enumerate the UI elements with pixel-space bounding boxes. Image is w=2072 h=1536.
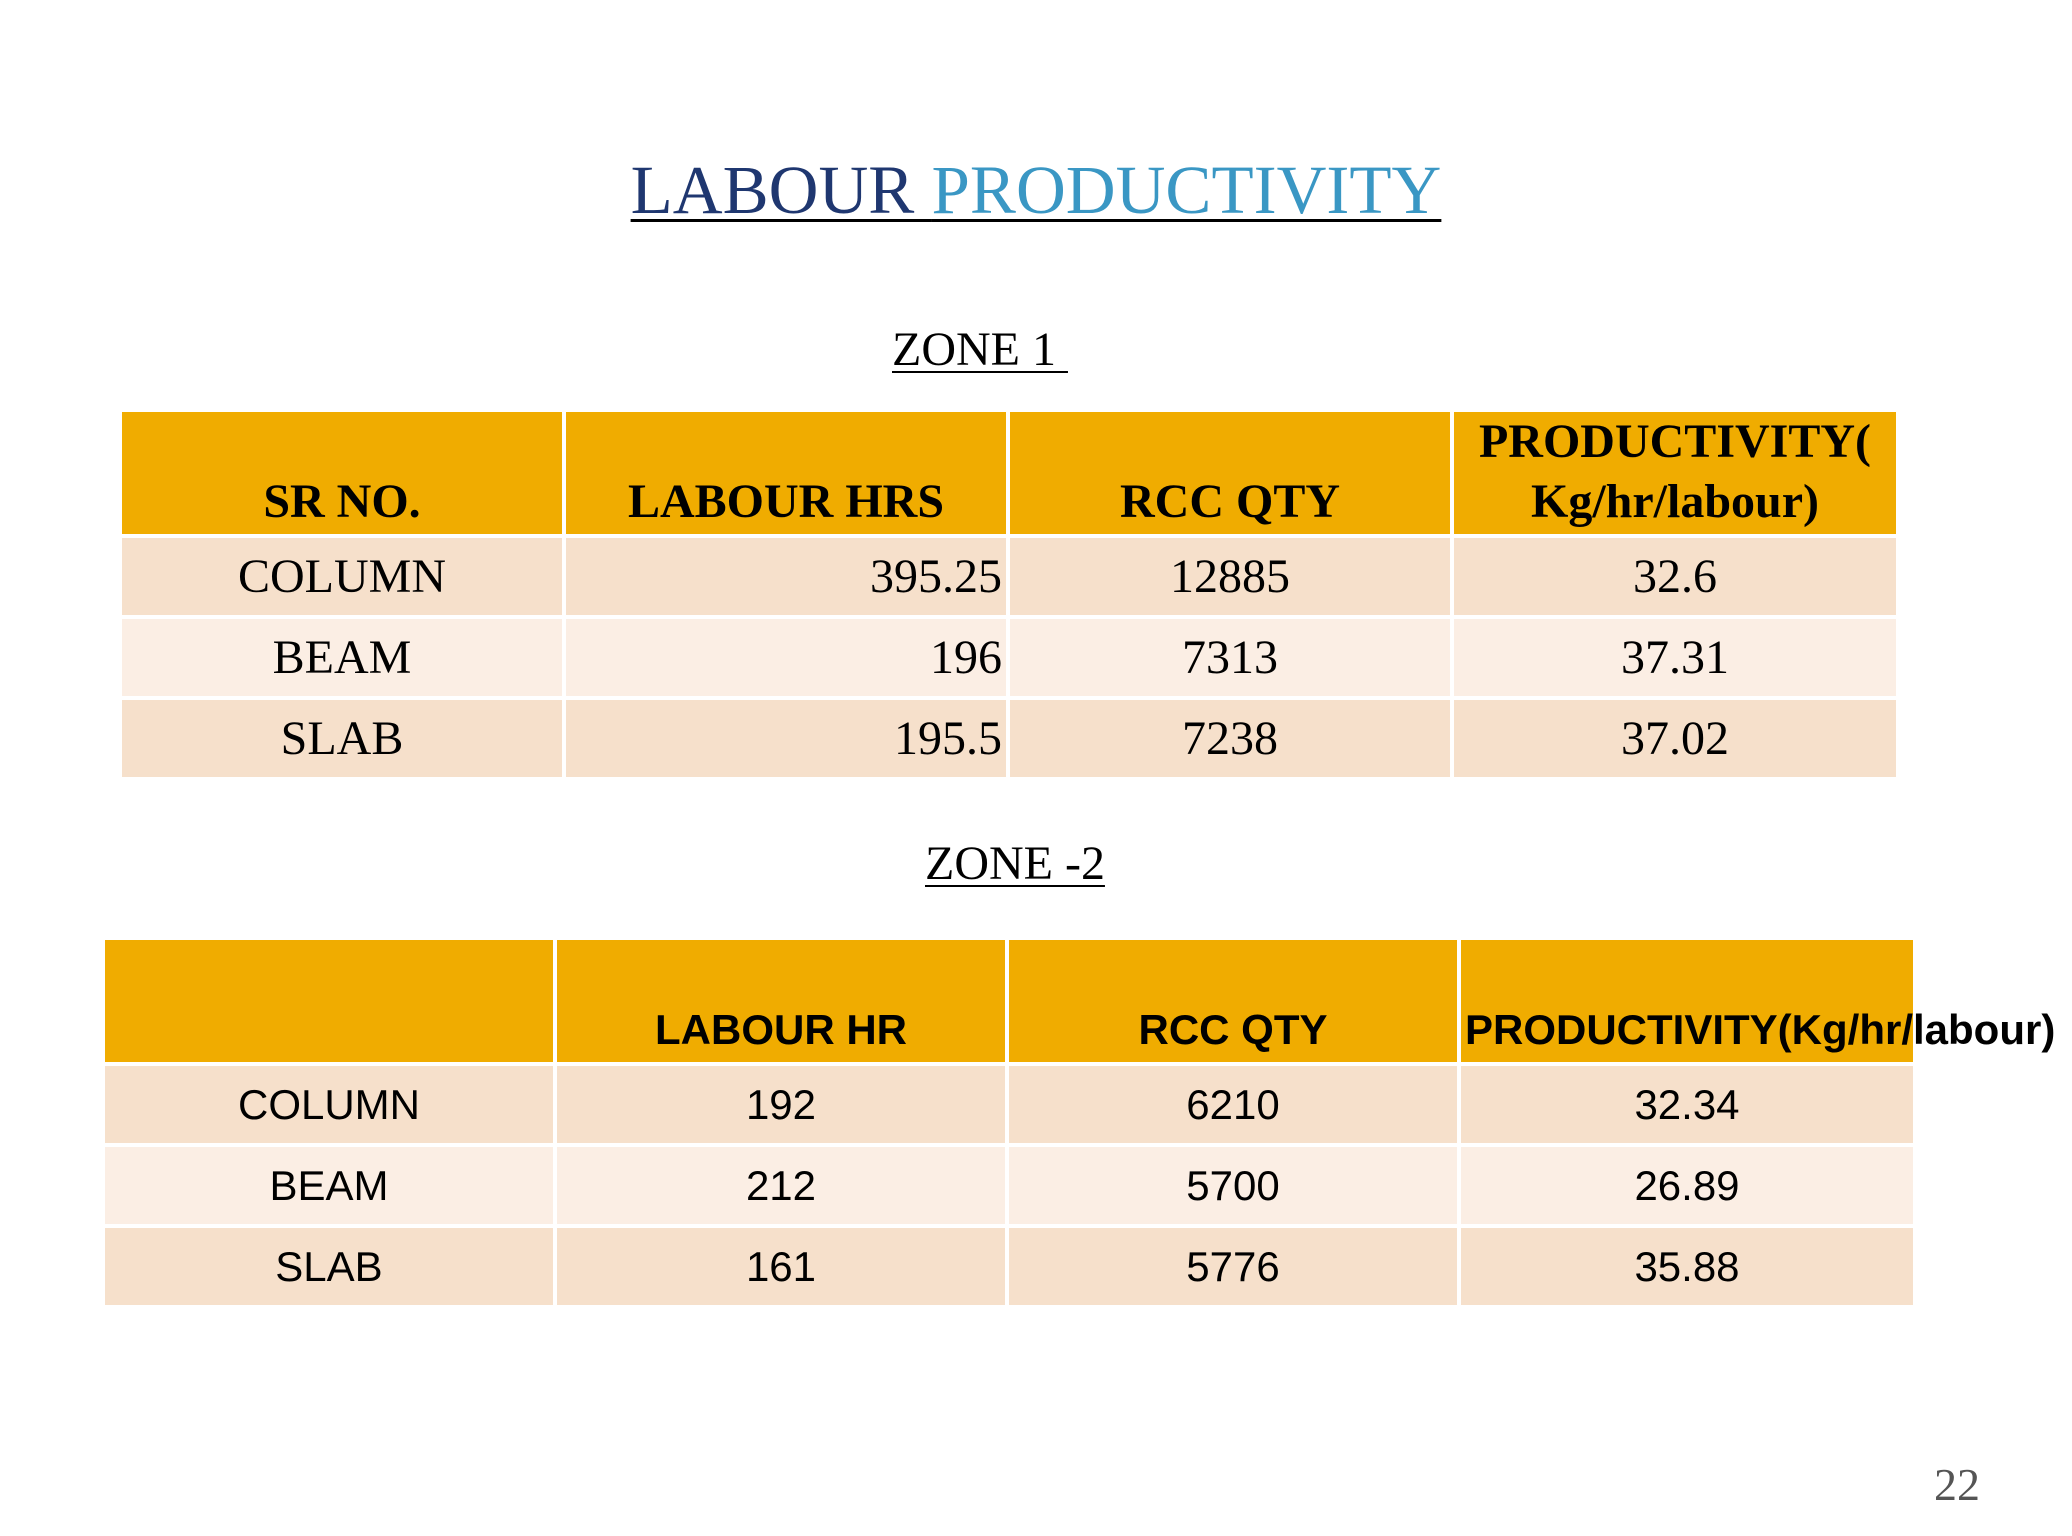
table-header-row [120,410,1898,536]
cell-element: COLUMN [103,1064,555,1145]
cell-rcc-qty: 5700 [1007,1145,1459,1226]
cell-rcc-qty: 12885 [1008,536,1452,617]
header-rcc-qty: RCC QTY [1008,410,1452,536]
header-productivity [1452,410,1898,536]
page-number: 22 [1934,1459,1980,1510]
table-row [103,1064,1915,1145]
cell-element: SLAB [103,1226,555,1307]
slide-title-part-2: PRODUCTIVITY [931,152,1442,228]
header-blank [103,938,555,1064]
cell-productivity: 37.31 [1452,617,1898,698]
cell-rcc-qty: 7238 [1008,698,1452,779]
header-labour-hr: LABOUR HR [555,938,1007,1064]
zone-1-table [118,408,1900,781]
cell-labour-hr: 212 [555,1145,1007,1226]
cell-element: COLUMN [120,536,564,617]
cell-element: BEAM [103,1145,555,1226]
zone-2-table [101,936,2056,1309]
cell-labour-hrs: 196 [564,617,1008,698]
cell-element: BEAM [120,617,564,698]
cell-rcc-qty: 6210 [1007,1064,1459,1145]
table-row [120,617,1898,698]
cell-labour-hrs: 395.25 [564,536,1008,617]
zone-1-heading: ZONE 1 [892,323,1068,376]
cell-productivity: 26.89 [1459,1145,1915,1226]
zone-2-heading: ZONE -2 [925,837,1105,890]
header-rcc-qty: RCC QTY [1007,938,1459,1064]
cell-element: SLAB [120,698,564,779]
table-row [103,1145,1915,1226]
table-row [120,698,1898,779]
cell-labour-hr: 192 [555,1064,1007,1145]
header-productivity-text: PRODUCTIVITY( Kg/hr/labour) [1478,415,1871,528]
header-labour-hrs: LABOUR HRS [564,410,1008,536]
slide-title [0,150,2072,230]
slide-title-part-1: LABOUR [630,152,932,228]
cell-rcc-qty: 7313 [1008,617,1452,698]
cell-rcc-qty: 5776 [1007,1226,1459,1307]
table-header-row [103,938,1915,1064]
header-sr-no: SR NO. [120,410,564,536]
header-productivity: PRODUCTIVITY(Kg/hr/labour) [1459,938,1915,1064]
cell-labour-hr: 161 [555,1226,1007,1307]
table-row [120,536,1898,617]
cell-labour-hrs: 195.5 [564,698,1008,779]
cell-productivity: 37.02 [1452,698,1898,779]
cell-productivity: 32.34 [1459,1064,1915,1145]
cell-productivity: 35.88 [1459,1226,1915,1307]
cell-productivity: 32.6 [1452,536,1898,617]
table-row [103,1226,1915,1307]
